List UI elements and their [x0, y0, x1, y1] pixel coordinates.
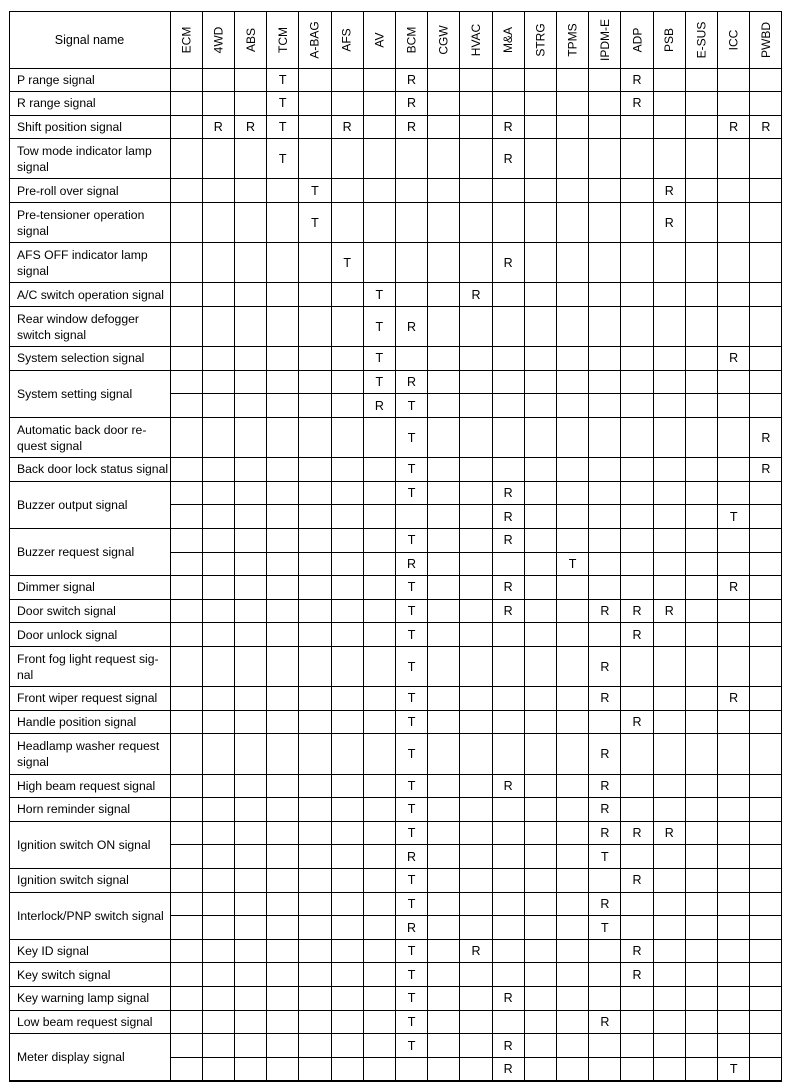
module-mark: R: [407, 96, 417, 111]
column-header: [718, 11, 750, 68]
module-mark: T: [407, 826, 416, 841]
signal-name-text: R range signal: [17, 96, 96, 111]
module-mark: R: [600, 746, 610, 761]
module-mark: R: [664, 183, 674, 198]
signal-name: [9, 798, 170, 822]
module-mark: R: [600, 659, 610, 674]
column-header: [170, 11, 202, 68]
signal-name-text: Door switch signal: [17, 604, 116, 619]
column-header-label: ECM: [179, 26, 194, 53]
column-header-label: TCM: [275, 26, 290, 53]
column-divider: [427, 11, 428, 1081]
module-mark: T: [407, 967, 416, 982]
signal-name-text: Horn reminder signal: [17, 802, 131, 817]
signal-name-text: Shift position signal: [17, 120, 123, 135]
module-mark: T: [278, 96, 287, 111]
module-mark: R: [729, 580, 739, 595]
column-divider: [363, 11, 364, 1081]
module-mark: T: [407, 691, 416, 706]
signal-name-text: Key warning lamp signal: [17, 991, 150, 1006]
signal-name-text: Buzzer output signal: [17, 497, 128, 512]
column-header-label: E-SUS: [694, 21, 709, 58]
module-mark: T: [407, 486, 416, 501]
signal-name: [9, 987, 170, 1011]
module-mark: R: [503, 778, 513, 793]
signal-name: [9, 892, 170, 939]
module-mark: T: [375, 287, 384, 302]
column-header-label: BCM: [404, 26, 419, 53]
signal-name: [9, 243, 170, 283]
module-mark: R: [503, 486, 513, 501]
sub-row-divider: [170, 1057, 782, 1058]
signal-name-text: High beam request signal: [17, 778, 156, 793]
column-header: [524, 11, 556, 68]
signal-name: [9, 203, 170, 243]
module-mark: R: [503, 1038, 513, 1053]
column-header-label: STRG: [533, 22, 548, 57]
table-left-border: [9, 11, 10, 1081]
signal-name-text: Automatic back door re-quest signal: [17, 422, 147, 453]
column-header: [492, 11, 524, 68]
signal-name: [9, 576, 170, 600]
signal-name: [9, 481, 170, 528]
module-mark: T: [407, 715, 416, 730]
column-divider: [266, 11, 267, 1081]
signal-name-text: A/C switch operation signal: [17, 287, 164, 302]
module-mark: R: [600, 778, 610, 793]
column-header-label: TPMS: [565, 22, 580, 57]
module-mark: R: [729, 120, 739, 135]
signal-name-text: Dimmer signal: [17, 580, 95, 595]
signal-name: [9, 963, 170, 987]
signal-name-text: Front fog light request sig-nal: [17, 651, 159, 682]
module-mark: R: [245, 120, 256, 135]
module-mark: R: [503, 509, 513, 524]
module-mark: R: [600, 826, 610, 841]
module-mark: R: [664, 215, 674, 230]
module-mark: T: [407, 462, 416, 477]
module-mark: T: [407, 802, 416, 817]
column-divider: [620, 11, 621, 1081]
sub-row-divider: [170, 915, 782, 916]
signal-name-text: Key ID signal: [17, 944, 89, 959]
signal-name: [9, 115, 170, 139]
column-divider: [459, 11, 460, 1081]
module-mark: R: [407, 375, 417, 390]
module-mark: R: [632, 944, 642, 959]
module-mark: R: [407, 849, 417, 864]
column-header-label: 4WD: [211, 26, 226, 53]
module-mark: T: [343, 255, 351, 270]
module-mark: R: [503, 120, 513, 135]
signal-name: [9, 458, 170, 482]
signal-name-text: Meter display signal: [17, 1050, 125, 1065]
signal-name-text: Front wiper request signal: [17, 691, 158, 706]
signal-name: [9, 139, 170, 179]
signal-name-text: Interlock/PNP switch signal: [17, 908, 164, 923]
module-mark: R: [407, 319, 417, 334]
signal-name-text: Back door lock status signal: [17, 462, 169, 477]
column-header: [234, 11, 266, 68]
column-divider: [331, 11, 332, 1081]
module-mark: R: [632, 627, 642, 642]
signal-name: [9, 774, 170, 798]
column-header-label: AV: [372, 31, 387, 48]
module-mark: R: [213, 120, 223, 135]
module-mark: R: [503, 151, 513, 166]
column-header-label: CGW: [436, 24, 451, 55]
column-header-label: ADP: [630, 27, 645, 52]
signal-name-text: Pre-roll over signal: [17, 183, 119, 198]
column-header: [395, 11, 427, 68]
column-divider: [170, 11, 171, 1081]
signal-name-text: P range signal: [17, 72, 95, 87]
module-mark: R: [600, 1014, 610, 1029]
module-mark: T: [407, 533, 416, 548]
module-mark: R: [407, 556, 417, 571]
signal-name: [9, 370, 170, 417]
module-mark: R: [761, 430, 771, 445]
module-mark: R: [632, 96, 642, 111]
signal-name: [9, 283, 170, 307]
signal-name-text: Pre-tensioner operation signal: [17, 207, 145, 238]
signal-name-text: Ignition switch signal: [17, 873, 129, 888]
module-mark: R: [471, 944, 481, 959]
module-mark: R: [664, 604, 674, 619]
module-mark: T: [311, 183, 319, 198]
module-mark: T: [375, 351, 384, 366]
column-header: [653, 11, 685, 68]
module-mark: T: [278, 151, 287, 166]
module-mark: R: [600, 691, 610, 706]
signal-name-text: Buzzer request signal: [17, 545, 135, 560]
column-header-label: IPDM-E: [597, 18, 612, 61]
signal-name-text: Tow mode indicator lamp signal: [17, 143, 152, 174]
column-divider: [234, 11, 235, 1081]
column-divider: [653, 11, 654, 1081]
column-header: [621, 11, 653, 68]
module-mark: T: [407, 604, 416, 619]
module-mark: R: [632, 826, 642, 841]
module-mark: R: [407, 920, 417, 935]
signal-name: [9, 179, 170, 203]
column-divider: [492, 11, 493, 1081]
signal-name: [9, 821, 170, 868]
column-header: [685, 11, 717, 68]
column-header-label: ICC: [726, 29, 741, 50]
signal-name: [9, 710, 170, 734]
signal-name: [9, 623, 170, 647]
signal-name: [9, 1034, 170, 1081]
module-mark: T: [407, 1038, 416, 1053]
column-header: [267, 11, 299, 68]
module-mark: R: [632, 72, 642, 87]
module-mark: R: [407, 72, 417, 87]
column-divider: [202, 11, 203, 1081]
module-mark: T: [407, 991, 416, 1006]
module-mark: T: [278, 72, 287, 87]
column-header-label: HVAC: [468, 23, 483, 56]
column-header-label: PWBD: [758, 21, 773, 58]
signal-name: [9, 528, 170, 575]
signal-name-text: System selection signal: [17, 351, 145, 366]
column-header: [428, 11, 460, 68]
module-mark: T: [568, 556, 577, 571]
module-mark: T: [311, 215, 319, 230]
signal-name-text: Ignition switch ON signal: [17, 837, 151, 852]
module-mark: T: [407, 398, 416, 413]
module-mark: T: [407, 580, 416, 595]
module-mark: R: [729, 351, 739, 366]
module-mark: R: [761, 462, 771, 477]
module-mark: R: [503, 580, 513, 595]
signal-name-text: Key switch signal: [17, 967, 111, 982]
signal-name: [9, 417, 170, 457]
signal-name: [9, 347, 170, 371]
module-mark: R: [600, 896, 610, 911]
module-mark: T: [407, 746, 416, 761]
signal-name: [9, 939, 170, 963]
signal-name: [9, 599, 170, 623]
module-mark: R: [632, 873, 642, 888]
column-header: [750, 11, 782, 68]
module-mark: R: [632, 967, 642, 982]
signal-name: [9, 68, 170, 92]
column-header: [202, 11, 234, 68]
module-mark: T: [601, 920, 609, 935]
signal-name: [9, 868, 170, 892]
column-header: [299, 11, 331, 68]
column-divider: [717, 11, 718, 1081]
column-divider: [588, 11, 589, 1081]
module-mark: T: [407, 627, 416, 642]
signal-name-text: Rear window defogger switch signal: [17, 311, 139, 342]
module-mark: T: [407, 430, 416, 445]
table-right-border: [781, 11, 782, 1081]
module-mark: R: [503, 533, 513, 548]
sub-row-divider: [170, 393, 782, 394]
module-mark: R: [503, 604, 513, 619]
module-mark: T: [601, 849, 609, 864]
module-mark: T: [375, 375, 384, 390]
module-mark: T: [375, 319, 384, 334]
signal-name: [9, 734, 170, 774]
module-mark: T: [407, 1014, 416, 1029]
column-divider: [556, 11, 557, 1081]
column-divider: [395, 11, 396, 1081]
sub-row-divider: [170, 844, 782, 845]
column-divider: [298, 11, 299, 1081]
column-divider: [685, 11, 686, 1081]
module-mark: R: [503, 1062, 513, 1077]
signal-name-text: AFS OFF indicator lamp signal: [17, 247, 148, 278]
module-mark: R: [632, 604, 642, 619]
column-header-label: A-BAG: [307, 20, 322, 59]
signal-name-text: Handle position signal: [17, 715, 137, 730]
signal-table: [9, 11, 782, 1081]
column-header-label: PSB: [662, 27, 677, 52]
signal-name: [9, 92, 170, 116]
signal-name: [9, 687, 170, 711]
column-header-label: ABS: [243, 27, 258, 52]
sub-row-divider: [170, 552, 782, 553]
signal-name: [9, 1010, 170, 1034]
module-mark: T: [407, 778, 416, 793]
module-mark: R: [632, 715, 642, 730]
module-mark: R: [664, 826, 674, 841]
signal-name: [9, 306, 170, 346]
module-mark: T: [278, 120, 287, 135]
module-mark: T: [407, 944, 416, 959]
sub-row-divider: [170, 504, 782, 505]
column-divider: [749, 11, 750, 1081]
module-mark: R: [600, 604, 610, 619]
column-header: [589, 11, 621, 68]
column-divider: [524, 11, 525, 1081]
module-mark: T: [729, 1062, 738, 1077]
module-mark: T: [407, 896, 416, 911]
module-mark: R: [407, 120, 417, 135]
column-header: [460, 11, 492, 68]
signal-name-text: Door unlock signal: [17, 627, 118, 642]
module-mark: R: [503, 255, 513, 270]
module-mark: T: [407, 873, 416, 888]
column-header: [363, 11, 395, 68]
module-mark: R: [374, 398, 384, 413]
signal-name-text: System setting signal: [17, 386, 133, 401]
module-mark: R: [342, 120, 352, 135]
signal-name-text: Headlamp washer request signal: [17, 738, 160, 769]
module-mark: R: [729, 691, 739, 706]
column-header: [557, 11, 589, 68]
signal-name-header: Signal name: [54, 32, 125, 47]
module-mark: R: [600, 802, 610, 817]
module-mark: T: [729, 509, 738, 524]
module-mark: T: [407, 659, 416, 674]
signal-name: [9, 647, 170, 687]
module-mark: R: [471, 287, 481, 302]
module-mark: R: [761, 120, 771, 135]
signal-name-text: Low beam request signal: [17, 1014, 153, 1029]
column-header-label: M&A: [501, 26, 516, 53]
module-mark: R: [503, 991, 513, 1006]
column-header-label: AFS: [340, 27, 355, 52]
column-header: [331, 11, 363, 68]
